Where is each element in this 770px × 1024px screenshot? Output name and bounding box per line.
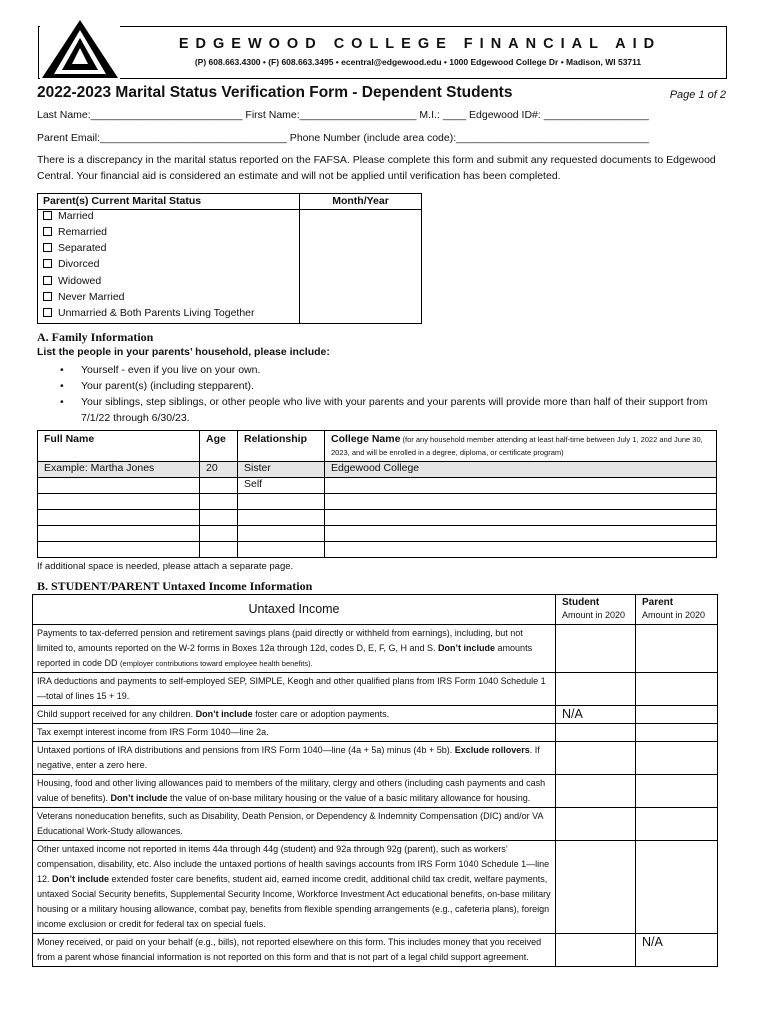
table-cell[interactable] [200, 478, 238, 494]
parent-amount-cell[interactable]: N/A [636, 934, 718, 967]
marital-status-table [37, 193, 422, 324]
table-cell[interactable] [325, 494, 717, 510]
table-row [33, 775, 718, 808]
table-cell[interactable] [200, 542, 238, 558]
student-amount-cell[interactable]: N/A [556, 706, 636, 724]
marital-option[interactable]: Remarried [38, 226, 300, 242]
student-amount-cell[interactable] [556, 775, 636, 808]
table-cell[interactable] [38, 510, 200, 526]
example-row [38, 462, 717, 478]
marital-option[interactable]: Separated [38, 242, 300, 258]
month-year-cell[interactable] [300, 307, 422, 323]
table-cell[interactable] [38, 494, 200, 510]
parent-amount-cell[interactable] [636, 724, 718, 742]
table-row [38, 478, 717, 494]
table-cell: 20 [200, 462, 238, 478]
table-cell[interactable] [238, 542, 325, 558]
table-row [33, 724, 718, 742]
income-description: Untaxed portions of IRA distributions and pensions from IRS Form 1040—line (4a + 5a) minus (4b + 5b). Exclude rollovers. If negative, enter a zero here. [33, 742, 556, 775]
checkbox-icon[interactable] [43, 308, 52, 317]
income-description: Housing, food and other living allowances paid to members of the military, clergy and others (including cash payments and cash value of benefits). Don’t include the value of on-base military housing or the value of a basic military allowance for housing. [33, 775, 556, 808]
student-amount-cell[interactable] [556, 625, 636, 673]
student-amount-cell[interactable] [556, 808, 636, 841]
marital-status-header: Parent(s) Current Marital Status [38, 194, 300, 210]
student-amount-cell[interactable] [556, 841, 636, 934]
list-item: • Yourself - even if you live on your own. [60, 362, 730, 378]
table-cell[interactable] [200, 526, 238, 542]
marital-option[interactable]: Widowed [38, 275, 300, 291]
month-year-header: Month/Year [300, 194, 422, 210]
table-row [38, 526, 717, 542]
table-cell[interactable] [38, 542, 200, 558]
table-cell[interactable] [38, 478, 200, 494]
list-item: • Your siblings, step siblings, or other people who live with your parents and your parents will provide more than half of their support from 7/1/22 through 6/30/23. [60, 394, 730, 426]
section-a-heading: A. Family Information [37, 330, 154, 344]
age-header: Age [200, 431, 238, 462]
table-cell[interactable] [200, 494, 238, 510]
table-cell[interactable] [238, 494, 325, 510]
checkbox-icon[interactable] [43, 227, 52, 236]
student-amount-cell[interactable] [556, 673, 636, 706]
income-description: Other untaxed income not reported in items 44a through 44g (student) and 92a through 92g (parent), such as workers’ compensation, disability, etc. Also include the untaxed portions of health savings accounts from IRS Form 1040 Schedule 1—line 12. Don’t include extended foster care benefits, student aid, earned income credit, additional child tax credit, welfare payments, untaxed Social Security benefits, Supplemental Security Income, Workforce Investment Act educational benefits, on-base military housing or a military housing allowance, combat pay, benefits from flexible spending arrangements (e.g., cafeteria plans), foreign income exclusion or credit for federal tax on special fuels. [33, 841, 556, 934]
untaxed-income-table [32, 594, 718, 967]
household-table [37, 430, 717, 558]
student-amount-cell[interactable] [556, 742, 636, 775]
student-column-header: Student Amount in 2020 [556, 595, 636, 625]
parent-amount-cell[interactable] [636, 775, 718, 808]
table-row [33, 841, 718, 934]
marital-option[interactable]: Unmarried & Both Parents Living Together [38, 307, 300, 323]
marital-option[interactable]: Divorced [38, 258, 300, 274]
income-description: Money received, or paid on your behalf (e.g., bills), not reported elsewhere on this form. This includes money that you received from a parent whose financial information is not reported on this form and that is not part of a legal child support agreement. [33, 934, 556, 967]
table-cell[interactable] [200, 510, 238, 526]
table-cell[interactable] [238, 526, 325, 542]
parent-amount-cell[interactable] [636, 673, 718, 706]
table-cell: Edgewood College [325, 462, 717, 478]
table-row [33, 934, 718, 967]
intro-paragraph: There is a discrepancy in the marital status reported on the FAFSA. Please complete this form and submit any requested documents to Edgewood Central. Your financial aid is considered an estimate and will not be applied until verification has been completed. [37, 154, 716, 182]
income-description: Child support received for any children. Don’t include foster care or adoption payments. [33, 706, 556, 724]
table-cell: Example: Martha Jones [38, 462, 200, 478]
income-description: Tax exempt interest income from IRS Form 1040—line 2a. [33, 724, 556, 742]
table-cell[interactable] [325, 478, 717, 494]
college-name: EDGEWOOD COLLEGE FINANCIAL AID [178, 36, 662, 52]
table-cell[interactable] [325, 542, 717, 558]
untaxed-income-header: Untaxed Income [33, 595, 556, 625]
parent-amount-cell[interactable] [636, 625, 718, 673]
table-row [33, 673, 718, 706]
parent-amount-cell[interactable] [636, 808, 718, 841]
section-b-heading: B. STUDENT/PARENT Untaxed Income Information [37, 579, 313, 593]
college-contact-line: (P) 608.663.4300 • (F) 608.663.3495 • ecentral@edgewood.edu • 1000 Edgewood College Dr • Madison, WI 53711 [194, 57, 642, 67]
parent-amount-cell[interactable] [636, 742, 718, 775]
income-description: Payments to tax-deferred pension and retirement savings plans (paid directly or withheld from earnings), including, but not limited to, amounts reported on the W-2 forms in Boxes 12a through 12d, codes D, E, F, G, H and S. Don’t include amounts reported in code DD (employer contributions toward employee health benefits). [33, 625, 556, 673]
table-cell[interactable] [325, 510, 717, 526]
month-year-cell[interactable] [300, 242, 422, 258]
student-name-line[interactable]: Last Name:__________________________ First Name:____________________ M.I.: ____ Edgewood ID#: __________________ [37, 109, 649, 121]
table-cell: Sister [238, 462, 325, 478]
additional-space-note: If additional space is needed, please attach a separate page. [37, 561, 294, 572]
table-row [33, 742, 718, 775]
table-row [33, 808, 718, 841]
table-cell[interactable] [238, 510, 325, 526]
month-year-cell[interactable] [300, 258, 422, 274]
table-row [33, 706, 718, 724]
checkbox-icon[interactable] [43, 276, 52, 285]
income-description: IRA deductions and payments to self-employed SEP, SIMPLE, Keogh and other qualified plans from IRS Form 1040 Schedule 1—total of lines 15 + 19. [33, 673, 556, 706]
table-row [38, 494, 717, 510]
checkbox-icon[interactable] [43, 259, 52, 268]
parent-column-header: Parent Amount in 2020 [636, 595, 718, 625]
income-description: Veterans noneducation benefits, such as Disability, Death Pension, or Dependency & Indemnity Compensation (DIC) and/or VA Educational Work-Study allowances. [33, 808, 556, 841]
student-amount-cell[interactable] [556, 724, 636, 742]
month-year-cell[interactable] [300, 226, 422, 242]
parent-amount-cell[interactable] [636, 706, 718, 724]
section-a-instruction: List the people in your parents’ household, please include: [37, 346, 330, 358]
checkbox-icon[interactable] [43, 292, 52, 301]
parent-amount-cell[interactable] [636, 841, 718, 934]
table-row [38, 542, 717, 558]
page-number: Page 1 of 2 [669, 89, 726, 101]
month-year-cell[interactable] [300, 275, 422, 291]
full-name-header: Full Name [38, 431, 200, 462]
table-cell: Self [238, 478, 325, 494]
list-item: • Your parent(s) (including stepparent). [60, 378, 730, 394]
table-row [33, 625, 718, 673]
marital-option[interactable]: Married [38, 210, 300, 226]
table-row [38, 510, 717, 526]
parent-contact-line[interactable]: Parent Email:________________________________ Phone Number (include area code):_________________________________ [37, 132, 649, 144]
checkbox-icon[interactable] [43, 243, 52, 252]
letterhead-box [38, 26, 727, 79]
month-year-cell[interactable] [300, 210, 422, 226]
relationship-header: Relationship [238, 431, 325, 462]
edgewood-logo [40, 18, 120, 80]
checkbox-icon[interactable] [43, 211, 52, 220]
month-year-cell[interactable] [300, 291, 422, 307]
table-cell[interactable] [325, 526, 717, 542]
student-amount-cell[interactable] [556, 934, 636, 967]
household-bullet-list [60, 362, 730, 426]
form-title: 2022-2023 Marital Status Verification Form - Dependent Students [37, 84, 513, 101]
marital-option[interactable]: Never Married [38, 291, 300, 307]
college-name-header: College Name (for any household member attending at least half-time between July 1, 2022 and June 30, 2023, and will be enrolled in a degree, diploma, or certificate program) [325, 431, 717, 462]
college-note: (for any household member attending at least half-time between July 1, 2022 and June 30, 2023, and will be enrolled in a degree, diploma, or certificate program) [331, 435, 703, 457]
table-cell[interactable] [38, 526, 200, 542]
